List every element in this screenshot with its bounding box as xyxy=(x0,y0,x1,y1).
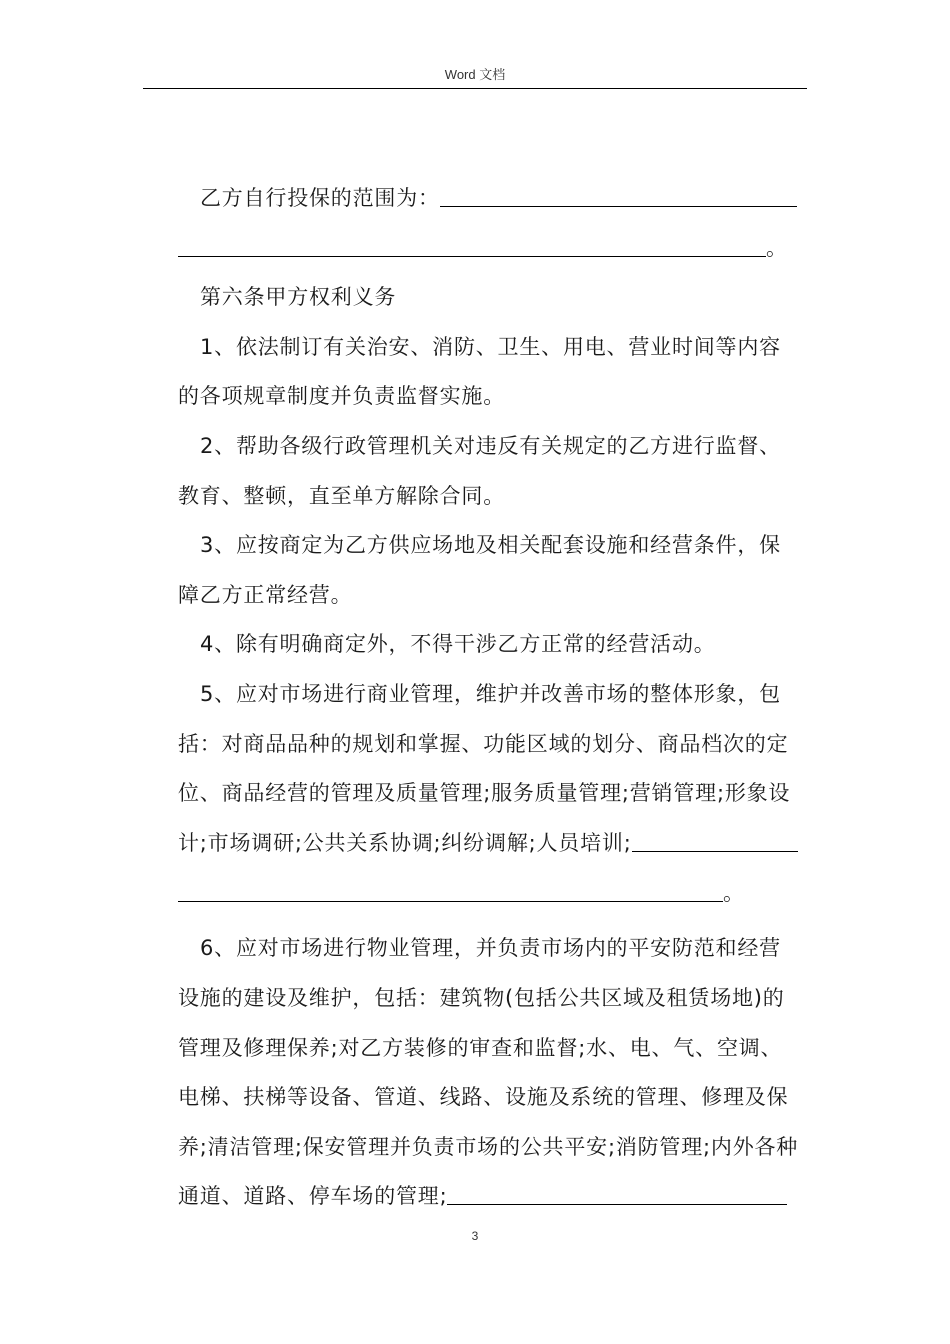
item-5-continuation xyxy=(178,868,804,924)
item-4-line-1: 4、除有明确商定外，不得干涉乙方正常的经营活动。 xyxy=(200,632,716,657)
item-3-line-1: 3、应按商定为乙方供应场地及相关配套设施和经营条件，保 xyxy=(200,533,781,558)
insurance-scope-blank-2[interactable] xyxy=(178,236,766,257)
header-divider xyxy=(143,88,807,89)
item-1-line-1: 1、依法制订有关治安、消防、卫生、用电、营业时间等内容 xyxy=(200,334,781,359)
item-5-line-4: 计;市场调研;公共关系协调;纠纷调解;人员培训; xyxy=(178,830,632,855)
item-6-line-1: 6、应对市场进行物业管理，并负责市场内的平安防范和经营 xyxy=(200,936,781,961)
insurance-scope-blank[interactable] xyxy=(440,186,797,207)
insurance-scope-line xyxy=(178,174,804,224)
insurance-scope-end: 。 xyxy=(766,235,788,260)
item-6-line-5: 养;清洁管理;保安管理并负责市场的公共平安;消防管理;内外各种 xyxy=(178,1134,799,1159)
insurance-scope-continuation xyxy=(178,224,804,274)
article-6-title: 第六条甲方权利义务 xyxy=(200,285,397,310)
item-2-line-1: 2、帮助各级行政管理机关对违反有关规定的乙方进行监督、 xyxy=(200,433,781,458)
item-1-line-2: 的各项规章制度并负责监督实施。 xyxy=(178,384,505,409)
item-6-line-3: 管理及修理保养;对乙方装修的审查和监督;水、电、气、空调、 xyxy=(178,1035,783,1060)
page-number: 3 xyxy=(471,1229,479,1243)
item-5-line-2: 括：对商品品种的规划和掌握、功能区域的划分、商品档次的定 xyxy=(178,731,789,756)
item-6-line-2: 设施的建设及维护，包括：建筑物(包括公共区域及租赁场地)的 xyxy=(178,985,785,1010)
item-5-line-4-row xyxy=(178,819,804,869)
item-6-line-6-row xyxy=(178,1172,804,1222)
item-2-line-2: 教育、整顿，直至单方解除合同。 xyxy=(178,483,505,508)
item-5-blank[interactable] xyxy=(632,831,798,852)
item-6-blank[interactable] xyxy=(447,1184,787,1205)
item-5-end: 。 xyxy=(723,881,745,906)
item-5-line-1: 5、应对市场进行商业管理，维护并改善市场的整体形象，包 xyxy=(200,681,781,706)
document-body xyxy=(178,174,804,1222)
item-6-line-4: 电梯、扶梯等设备、管道、线路、设施及系统的管理、修理及保 xyxy=(178,1085,789,1110)
item-5-blank-2[interactable] xyxy=(178,881,723,902)
item-6-line-6: 通道、道路、停车场的管理; xyxy=(178,1184,448,1209)
item-5-line-3: 位、商品经营的管理及质量管理;服务质量管理;营销管理;形象设 xyxy=(178,781,791,806)
document-header-title: Word 文档 xyxy=(444,67,506,82)
item-3-line-2: 障乙方正常经营。 xyxy=(178,582,353,607)
insurance-scope-label: 乙方自行投保的范围为： xyxy=(200,186,440,210)
